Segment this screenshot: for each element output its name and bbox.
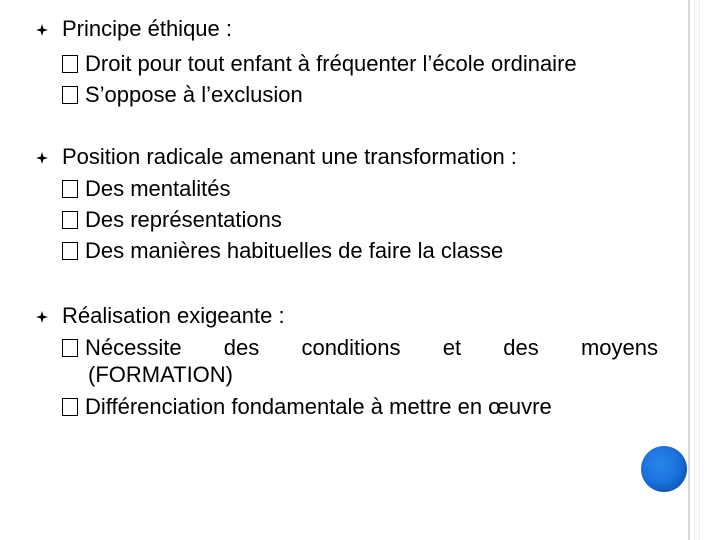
- heading-realisation: Réalisation exigeante :: [62, 303, 285, 328]
- square-bullet-icon: [62, 86, 78, 104]
- list-item-word: et: [442, 335, 462, 360]
- heading-principe: Principe éthique :: [62, 16, 232, 41]
- list-item-word: Nécessite: [85, 335, 182, 360]
- list-item: [62, 236, 503, 266]
- star-bullet-icon: [36, 24, 48, 36]
- list-item-text: Différenciation fondamentale à mettre en œuvre: [85, 394, 552, 419]
- list-item-text: S’oppose à l’exclusion: [85, 82, 303, 107]
- heading-position: Position radicale amenant une transformation :: [62, 144, 517, 169]
- square-bullet-icon: [62, 211, 78, 229]
- star-bullet-icon: [36, 311, 48, 323]
- square-bullet-icon: [62, 339, 78, 357]
- list-item: [62, 80, 303, 110]
- list-item: [62, 333, 658, 363]
- list-item: [62, 392, 552, 422]
- list-item-text: Des mentalités: [85, 176, 231, 201]
- star-bullet-icon: [36, 152, 48, 164]
- list-item-word: des: [223, 335, 260, 360]
- square-bullet-icon: [62, 398, 78, 416]
- decorative-rule: [688, 0, 690, 540]
- list-item: [62, 174, 231, 204]
- square-bullet-icon: [62, 180, 78, 198]
- decorative-rule: [694, 0, 695, 540]
- list-item-text: Droit pour tout enfant à fréquenter l’école ordinaire: [85, 51, 577, 76]
- list-item-continuation: (FORMATION): [88, 362, 234, 387]
- square-bullet-icon: [62, 242, 78, 260]
- list-item-text: Des manières habituelles de faire la classe: [85, 238, 504, 263]
- square-bullet-icon: [62, 55, 78, 73]
- decorative-rule: [699, 0, 700, 540]
- list-item-text: Des représentations: [85, 207, 282, 232]
- list-item-word: conditions: [301, 335, 401, 360]
- list-item: [62, 49, 577, 79]
- list-item-word: moyens: [580, 335, 658, 360]
- blue-circle-decoration: [641, 446, 687, 492]
- list-item-word: des: [503, 335, 539, 360]
- list-item: [62, 205, 282, 235]
